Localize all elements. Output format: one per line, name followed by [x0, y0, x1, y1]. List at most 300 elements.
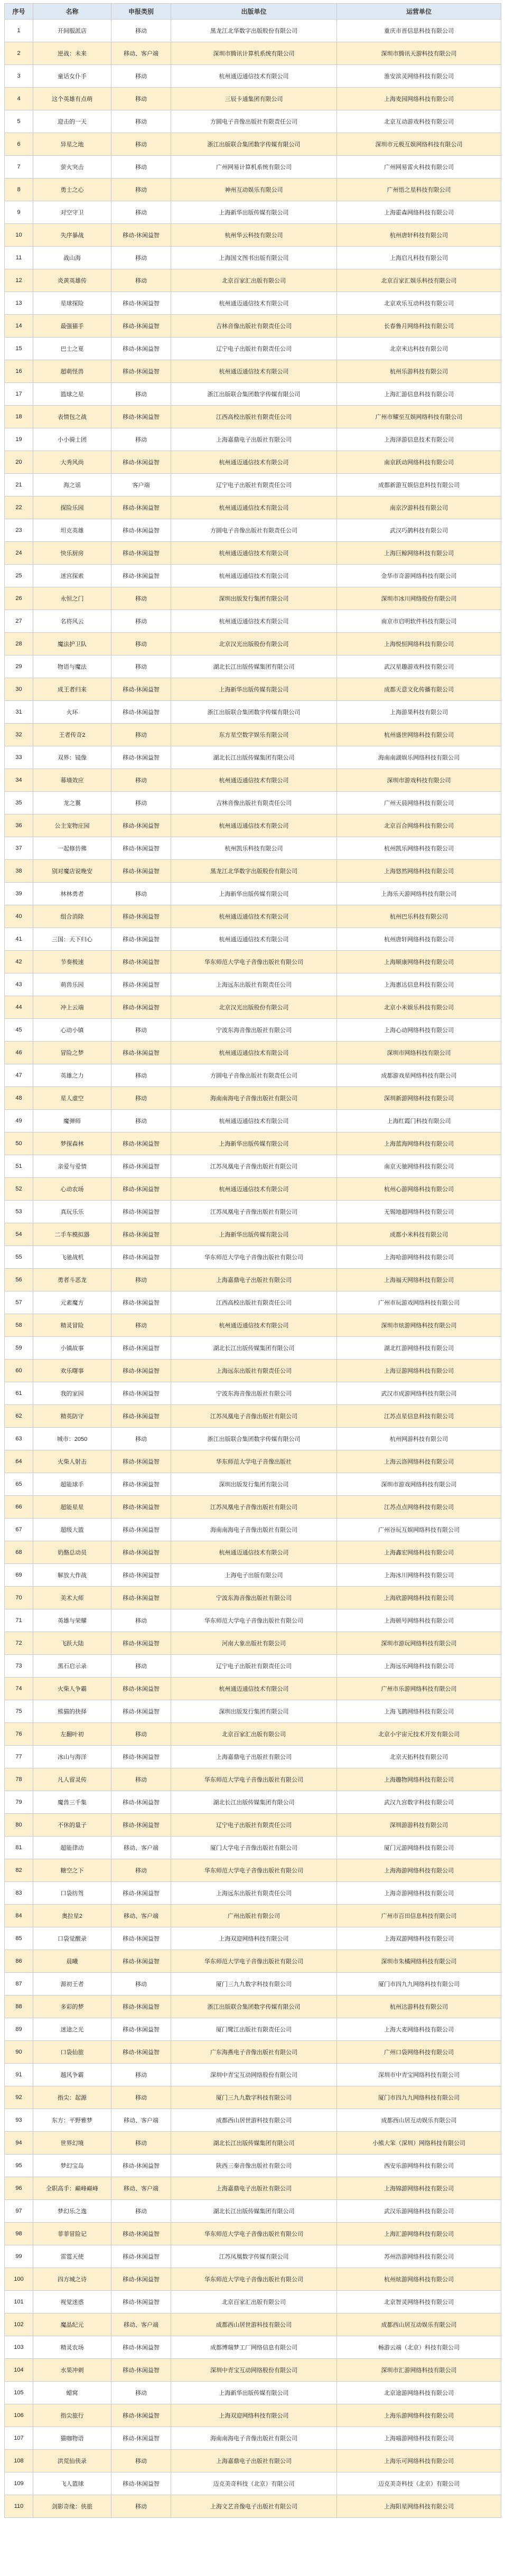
cell-type: 移动-休闲益智	[111, 2155, 171, 2177]
cell-publisher: 上海文艺音像电子出版社有限公司	[171, 2495, 337, 2518]
table-row	[5, 1223, 501, 1246]
cell-type: 移动	[111, 1087, 171, 1110]
cell-type: 移动-休闲益智	[111, 565, 171, 587]
table-row	[5, 1360, 501, 1382]
cell-publisher: 上海双迎网络科技有限公司	[171, 2404, 337, 2427]
cell-publisher: 广州网易计算机系统有限公司	[171, 156, 337, 179]
cell-operator: 上海顿号网络科技有限公司	[337, 1609, 501, 1632]
table-row	[5, 519, 501, 542]
cell-publisher: 华东师范大学电子音像出版社有限公司	[171, 1609, 337, 1632]
cell-publisher: 上海国文图书出版有限公司	[171, 247, 337, 269]
cell-name: 永恒之门	[33, 587, 111, 610]
cell-name: 开间服派店	[33, 20, 111, 42]
cell-no: 54	[5, 1223, 33, 1246]
cell-name: 战山海	[33, 247, 111, 269]
cell-type: 移动-休闲益智	[111, 1950, 171, 1973]
cell-publisher: 成都西山居世游科技有限公司	[171, 2313, 337, 2336]
cell-operator: 深圳市朱橘网络科技有限公司	[337, 1950, 501, 1973]
cell-name: 全职高手：巅峰巅峰	[33, 2177, 111, 2200]
cell-operator: 成都西山居互动娱乐有限公司	[337, 2109, 501, 2132]
cell-operator: 南京市启明软件科技有限公司	[337, 610, 501, 633]
cell-name: 东方：平野雅梦	[33, 2109, 111, 2132]
cell-no: 45	[5, 1019, 33, 1042]
cell-no: 81	[5, 1837, 33, 1859]
cell-publisher: 东方星空数字娱乐有限公司	[171, 724, 337, 746]
cell-publisher: 北京汉光出版股份有限公司	[171, 996, 337, 1019]
cell-operator: 北京天拓科技有限公司	[337, 1746, 501, 1768]
table-row	[5, 1314, 501, 1337]
cell-type: 移动-休闲益智	[111, 1132, 171, 1155]
table-row	[5, 1609, 501, 1632]
cell-type: 移动-休闲益智	[111, 973, 171, 996]
table-row	[5, 42, 501, 65]
cell-operator: 上海哈游网络科技有限公司	[337, 1246, 501, 1269]
cell-type: 移动	[111, 724, 171, 746]
table-row	[5, 1859, 501, 1882]
cell-operator: 武汉乐游网络科技有限公司	[337, 2200, 501, 2223]
cell-type: 移动-休闲益智	[111, 1042, 171, 1064]
cell-publisher: 浙江出版联合集团数字传媒有限公司	[171, 133, 337, 156]
cell-name: 猫咖物语	[33, 2427, 111, 2450]
cell-no: 78	[5, 1768, 33, 1791]
cell-no: 14	[5, 315, 33, 338]
table-row	[5, 2291, 501, 2313]
cell-publisher: 浙江出版联合集团数字传媒有限公司	[171, 701, 337, 724]
cell-type: 移动-休闲益智	[111, 951, 171, 973]
cell-name: 指尖旅行	[33, 2404, 111, 2427]
table-row	[5, 1768, 501, 1791]
cell-publisher: 上海远东出版社有限责任公司	[171, 973, 337, 996]
cell-publisher: 杭州通迈通信技术有限公司	[171, 1042, 337, 1064]
cell-type: 移动、客户端	[111, 1837, 171, 1859]
cell-no: 99	[5, 2245, 33, 2268]
cell-name: 二手车模拟器	[33, 1223, 111, 1246]
cell-publisher: 杭州通迈通信技术有限公司	[171, 769, 337, 792]
cell-name: 最强猫手	[33, 315, 111, 338]
cell-publisher: 江苏凤凰电子音像出版社有限公司	[171, 1405, 337, 1428]
cell-name: 精英防守	[33, 1405, 111, 1428]
cell-publisher: 上海新华出版传媒有限公司	[171, 1132, 337, 1155]
cell-name: 奥拉星2	[33, 1905, 111, 1927]
table-row	[5, 1973, 501, 1996]
cell-name: 梦幻乐之逸	[33, 2200, 111, 2223]
cell-operator: 上海飞鹊网络科技有限公司	[337, 1700, 501, 1723]
cell-publisher: 上海双迎网络科技有限公司	[171, 1927, 337, 1950]
cell-no: 28	[5, 633, 33, 655]
cell-operator: 广州网易雷火科技有限公司	[337, 156, 501, 179]
cell-publisher: 华东师范大学电子音像出版社有限公司	[171, 1768, 337, 1791]
cell-name: 迎击的一天	[33, 110, 111, 133]
cell-name: 龙之翼	[33, 792, 111, 814]
table-row	[5, 1700, 501, 1723]
cell-type: 移动-休闲益智	[111, 1291, 171, 1314]
cell-type: 移动、客户端	[111, 1905, 171, 1927]
cell-no: 107	[5, 2427, 33, 2450]
cell-publisher: 上海新华出版传媒有限公司	[171, 201, 337, 224]
cell-name: 魔晶纪元	[33, 2313, 111, 2336]
table-row	[5, 792, 501, 814]
cell-no: 23	[5, 519, 33, 542]
table-row	[5, 1473, 501, 1496]
cell-no: 70	[5, 1587, 33, 1609]
cell-name: 失序暴战	[33, 224, 111, 247]
cell-name: 左翻叶初	[33, 1723, 111, 1746]
cell-operator: 上海游果科技有限公司	[337, 701, 501, 724]
table-row	[5, 1269, 501, 1291]
cell-name: 四方城之诗	[33, 2268, 111, 2291]
cell-no: 79	[5, 1791, 33, 1814]
cell-no: 21	[5, 474, 33, 497]
cell-no: 88	[5, 1996, 33, 2018]
cell-type: 移动	[111, 1428, 171, 1450]
cell-no: 90	[5, 2041, 33, 2064]
cell-type: 移动	[111, 20, 171, 42]
cell-name: 林林勇者	[33, 883, 111, 905]
cell-publisher: 厦门三九九数字科技有限公司	[171, 1973, 337, 1996]
cell-type: 移动	[111, 1655, 171, 1678]
cell-operator: 上海阳星网络科技有限公司	[337, 2495, 501, 2518]
cell-no: 47	[5, 1064, 33, 1087]
cell-type: 移动-休闲益智	[111, 1246, 171, 1269]
cell-name: 菲菲冒险记	[33, 2223, 111, 2245]
cell-publisher: 吉林音像出版社有限责任公司	[171, 315, 337, 338]
cell-name: 双界：镜像	[33, 746, 111, 769]
cell-type: 移动-休闲益智	[111, 1791, 171, 1814]
cell-type: 移动	[111, 1768, 171, 1791]
table-row	[5, 2427, 501, 2450]
cell-operator: 杭州盛世网络科技有限公司	[337, 724, 501, 746]
cell-no: 76	[5, 1723, 33, 1746]
cell-operator: 北京小米娱乐科技有限公司	[337, 996, 501, 1019]
cell-type: 移动-休闲益智	[111, 338, 171, 360]
cell-name: 逆战：未来	[33, 42, 111, 65]
cell-name: 亲爱与爱情	[33, 1155, 111, 1178]
cell-no: 101	[5, 2291, 33, 2313]
column-header-no: 序号	[5, 4, 33, 20]
cell-name: 元素魔方	[33, 1291, 111, 1314]
cell-no: 100	[5, 2268, 33, 2291]
cell-no: 93	[5, 2109, 33, 2132]
cell-type: 移动-休闲益智	[111, 2245, 171, 2268]
cell-no: 66	[5, 1496, 33, 1519]
cell-type: 移动	[111, 883, 171, 905]
cell-operator: 苏州浩游网络科技有限公司	[337, 2245, 501, 2268]
cell-name: 超萌怪兽	[33, 360, 111, 383]
column-header-operator: 运营单位	[337, 4, 501, 20]
cell-type: 移动-休闲益智	[111, 497, 171, 519]
cell-no: 7	[5, 156, 33, 179]
cell-name: 超级大篮	[33, 1519, 111, 1541]
cell-operator: 上海悠然网络科技有限公司	[337, 860, 501, 883]
table-row	[5, 383, 501, 406]
cell-operator: 上海双游网络科技有限公司	[337, 1927, 501, 1950]
cell-publisher: 华东师范大学电子音像出版社有限公司	[171, 1950, 337, 1973]
table-row	[5, 2495, 501, 2518]
cell-type: 移动-休闲益智	[111, 2472, 171, 2495]
cell-name: 我的家园	[33, 1382, 111, 1405]
cell-publisher: 湖北长江出版传媒集团有限公司	[171, 2132, 337, 2155]
cell-no: 20	[5, 451, 33, 474]
cell-publisher: 上海新华出版传媒有限公司	[171, 883, 337, 905]
cell-no: 97	[5, 2200, 33, 2223]
cell-operator: 上海云洛网络科技有限公司	[337, 1450, 501, 1473]
cell-name: 节奏极速	[33, 951, 111, 973]
cell-publisher: 杭州通迈通信技术有限公司	[171, 451, 337, 474]
table-row	[5, 587, 501, 610]
cell-type: 移动-休闲益智	[111, 1519, 171, 1541]
cell-name: 萌兽乐园	[33, 973, 111, 996]
cell-name: 城市：2050	[33, 1428, 111, 1450]
cell-operator: 广州市玩游戏网络科技有限公司	[337, 1291, 501, 1314]
table-row	[5, 497, 501, 519]
table-row	[5, 110, 501, 133]
cell-publisher: 广东海燕电子音像出版社有限公司	[171, 2041, 337, 2064]
cell-publisher: 杭州通迈通信技术有限公司	[171, 65, 337, 88]
cell-type: 移动-休闲益智	[111, 1155, 171, 1178]
cell-publisher: 上海新华出版传媒有限公司	[171, 1223, 337, 1246]
cell-publisher: 厦门大学电子音像出版社有限公司	[171, 1837, 337, 1859]
cell-publisher: 上海嘉鼎电子出版社有限公司	[171, 1269, 337, 1291]
cell-name: 解放大作战	[33, 1564, 111, 1587]
table-row	[5, 2245, 501, 2268]
cell-operator: 武汉市成游网络科技有限公司	[337, 1382, 501, 1405]
cell-operator: 武汉星趣游戏科技有限公司	[337, 655, 501, 678]
table-row	[5, 247, 501, 269]
cell-operator: 淮安滨灵网络科技有限公司	[337, 65, 501, 88]
cell-no: 44	[5, 996, 33, 1019]
cell-publisher: 成都博瑞梦工厂网络信息有限公司	[171, 2336, 337, 2359]
cell-publisher: 浙江出版联合集团数字传媒有限公司	[171, 1996, 337, 2018]
cell-publisher: 海南南海电子音像出版社有限公司	[171, 2427, 337, 2450]
table-row	[5, 1564, 501, 1587]
cell-no: 40	[5, 905, 33, 928]
cell-operator: 上海麦园网络科技有限公司	[337, 88, 501, 110]
cell-name: 小镇故事	[33, 1337, 111, 1360]
cell-name: 王者传奇2	[33, 724, 111, 746]
cell-publisher: 上海电子出版有限公司	[171, 1564, 337, 1587]
table-row	[5, 2064, 501, 2086]
cell-no: 3	[5, 65, 33, 88]
cell-name: 表情包之战	[33, 406, 111, 428]
cell-type: 移动-休闲益智	[111, 1496, 171, 1519]
cell-name: 心动小镇	[33, 1019, 111, 1042]
cell-operator: 无锡地超网络科技有限公司	[337, 1201, 501, 1223]
cell-operator: 深圳市游戏网络科技有限公司	[337, 1473, 501, 1496]
cell-name: 小小骑士团	[33, 428, 111, 451]
cell-operator: 上海乐天游网络科技有限公司	[337, 883, 501, 905]
cell-no: 25	[5, 565, 33, 587]
table-row	[5, 315, 501, 338]
cell-name: 剑影奇缘：侠旅	[33, 2495, 111, 2518]
table-row	[5, 1132, 501, 1155]
cell-publisher: 杭州凯乐科技有限公司	[171, 837, 337, 860]
cell-operator: 广州市耀至互娱网络科技有限公司	[337, 406, 501, 428]
cell-name: 大秀风尚	[33, 451, 111, 474]
cell-operator: 深圳市游玩网络科技有限公司	[337, 1632, 501, 1655]
table-row	[5, 224, 501, 247]
cell-type: 移动-休闲益智	[111, 1882, 171, 1905]
cell-publisher: 方圆电子音像出版社有限责任公司	[171, 1064, 337, 1087]
table-row	[5, 2472, 501, 2495]
cell-publisher: 神州互动娱乐有限公司	[171, 179, 337, 201]
cell-no: 68	[5, 1541, 33, 1564]
cell-name: 魔法护卫队	[33, 633, 111, 655]
cell-no: 92	[5, 2086, 33, 2109]
cell-publisher: 上海嘉鼎电子出版社有限公司	[171, 2450, 337, 2472]
cell-name: 超能球手	[33, 1473, 111, 1496]
cell-no: 62	[5, 1405, 33, 1428]
cell-operator: 杭州心游网络科技有限公司	[337, 1178, 501, 1201]
cell-type: 移动	[111, 1973, 171, 1996]
cell-no: 50	[5, 1132, 33, 1155]
cell-operator: 广州市乐游网络科技有限公司	[337, 1678, 501, 1700]
cell-no: 15	[5, 338, 33, 360]
table-row	[5, 1042, 501, 1064]
table-body	[5, 20, 501, 2518]
cell-name: 晨曦	[33, 1950, 111, 1973]
table-row	[5, 565, 501, 587]
cell-type: 移动	[111, 1859, 171, 1882]
cell-name: 冰山与海洋	[33, 1746, 111, 1768]
cell-publisher: 海南南海电子音像出版社有限公司	[171, 1519, 337, 1541]
cell-name: 洪荒仙侠录	[33, 2450, 111, 2472]
table-row	[5, 1428, 501, 1450]
cell-operator: 杭州巴乐科技有限公司	[337, 905, 501, 928]
cell-type: 移动-休闲益智	[111, 701, 171, 724]
cell-publisher: 宁波东海音像出版社有限公司	[171, 1019, 337, 1042]
cell-name: 口袋仙旅	[33, 2041, 111, 2064]
cell-name: 越风争霸	[33, 2064, 111, 2086]
cell-publisher: 深圳中青宝互动网络股份有限公司	[171, 2359, 337, 2382]
table-row	[5, 1996, 501, 2018]
cell-type: 移动-休闲益智	[111, 1178, 171, 1201]
cell-type: 移动-休闲益智	[111, 1473, 171, 1496]
cell-publisher: 北京汉光出版股份有限公司	[171, 633, 337, 655]
cell-no: 4	[5, 88, 33, 110]
column-header-publisher: 出版单位	[171, 4, 337, 20]
cell-publisher: 湖北长江出版传媒集团有限公司	[171, 655, 337, 678]
table-row	[5, 769, 501, 792]
cell-publisher: 杭州通迈通信技术有限公司	[171, 542, 337, 565]
cell-no: 18	[5, 406, 33, 428]
table-row	[5, 406, 501, 428]
cell-operator: 广州悟之星科技有限公司	[337, 179, 501, 201]
table-row	[5, 2404, 501, 2427]
table-row	[5, 724, 501, 746]
cell-no: 55	[5, 1246, 33, 1269]
cell-operator: 上海冰川网络科技有限公司	[337, 1564, 501, 1587]
table-row	[5, 860, 501, 883]
cell-publisher: 华东师范大学电子音像出版社有限公司	[171, 2223, 337, 2245]
cell-name: 飞人篮球	[33, 2472, 111, 2495]
cell-publisher: 海南南海电子音像出版社有限公司	[171, 1087, 337, 1110]
cell-name: 童话女仆手	[33, 65, 111, 88]
cell-no: 51	[5, 1155, 33, 1178]
cell-type: 移动	[111, 655, 171, 678]
cell-operator: 上海喵游网络科技有限公司	[337, 2427, 501, 2450]
table-row	[5, 905, 501, 928]
cell-publisher: 华东师范大学电子音像出版社有限公司	[171, 1246, 337, 1269]
cell-publisher: 湖北长江出版传媒集团有限公司	[171, 1337, 337, 1360]
cell-type: 移动-休闲益智	[111, 2018, 171, 2041]
cell-name: 物语与魔法	[33, 655, 111, 678]
cell-type: 移动-休闲益智	[111, 406, 171, 428]
cell-no: 109	[5, 2472, 33, 2495]
cell-no: 63	[5, 1428, 33, 1450]
cell-no: 106	[5, 2404, 33, 2427]
column-header-type: 申报类别	[111, 4, 171, 20]
cell-operator: 北京互动游戏科技有限公司	[337, 110, 501, 133]
cell-name: 指尖：起源	[33, 2086, 111, 2109]
cell-no: 84	[5, 1905, 33, 1927]
cell-name: 蜡窝	[33, 2382, 111, 2404]
cell-publisher: 辽宁电子出版社有限责任公司	[171, 474, 337, 497]
cell-no: 30	[5, 678, 33, 701]
cell-name: 熊猫的抉择	[33, 1700, 111, 1723]
cell-publisher: 杭州通迈通信技术有限公司	[171, 1314, 337, 1337]
cell-publisher: 成都西山居世游科技有限公司	[171, 2109, 337, 2132]
cell-operator: 重庆市晋信思科技有限公司	[337, 20, 501, 42]
table-row	[5, 451, 501, 474]
cell-operator: 上海豆游网络科技有限公司	[337, 1360, 501, 1382]
cell-name: 凡人留灵传	[33, 1768, 111, 1791]
cell-no: 24	[5, 542, 33, 565]
cell-type: 移动-休闲益智	[111, 1450, 171, 1473]
cell-type: 移动-休闲益智	[111, 860, 171, 883]
cell-type: 移动-休闲益智	[111, 2404, 171, 2427]
cell-no: 37	[5, 837, 33, 860]
table-row	[5, 701, 501, 724]
cell-operator: 北京小宇宙元技术开发有限公司	[337, 1723, 501, 1746]
cell-name: 冲上云端	[33, 996, 111, 1019]
cell-no: 13	[5, 292, 33, 315]
cell-no: 57	[5, 1291, 33, 1314]
cell-type: 移动-休闲益智	[111, 837, 171, 860]
cell-publisher: 陕西三秦音像出版社有限公司	[171, 2155, 337, 2177]
cell-type: 移动-休闲益智	[111, 2223, 171, 2245]
cell-no: 42	[5, 951, 33, 973]
cell-type: 移动	[111, 269, 171, 292]
cell-no: 75	[5, 1700, 33, 1723]
table-row	[5, 1927, 501, 1950]
cell-name: 英雄与荣耀	[33, 1609, 111, 1632]
cell-publisher: 湖北长江出版传媒集团有限公司	[171, 746, 337, 769]
table-row	[5, 179, 501, 201]
cell-type: 移动	[111, 610, 171, 633]
cell-publisher: 上海新华出版传媒有限公司	[171, 678, 337, 701]
table-row	[5, 2132, 501, 2155]
cell-operator: 江苏点星信息科技有限公司	[337, 1405, 501, 1428]
cell-operator: 上海汇游网络科技有限公司	[337, 2223, 501, 2245]
cell-no: 108	[5, 2450, 33, 2472]
cell-name: 炎黄英雄传	[33, 269, 111, 292]
table-row	[5, 973, 501, 996]
cell-operator: 广州谷玩互娱网络科技有限公司	[337, 1519, 501, 1541]
cell-no: 82	[5, 1859, 33, 1882]
cell-type: 移动-休闲益智	[111, 814, 171, 837]
cell-publisher: 河南大象出版社有限公司	[171, 1632, 337, 1655]
cell-name: 魔兽三千集	[33, 1791, 111, 1814]
cell-type: 移动	[111, 2064, 171, 2086]
cell-publisher: 北京百家汇出版有限公司	[171, 2291, 337, 2313]
table-row	[5, 1723, 501, 1746]
cell-operator: 深圳市元极互娱网络科技有限公司	[337, 133, 501, 156]
cell-publisher: 上海远东出版社有限责任公司	[171, 1882, 337, 1905]
table-row	[5, 1110, 501, 1132]
cell-publisher: 北京百家汇出版有限公司	[171, 1723, 337, 1746]
cell-type: 移动	[111, 2450, 171, 2472]
cell-type: 移动-休闲益智	[111, 1996, 171, 2018]
